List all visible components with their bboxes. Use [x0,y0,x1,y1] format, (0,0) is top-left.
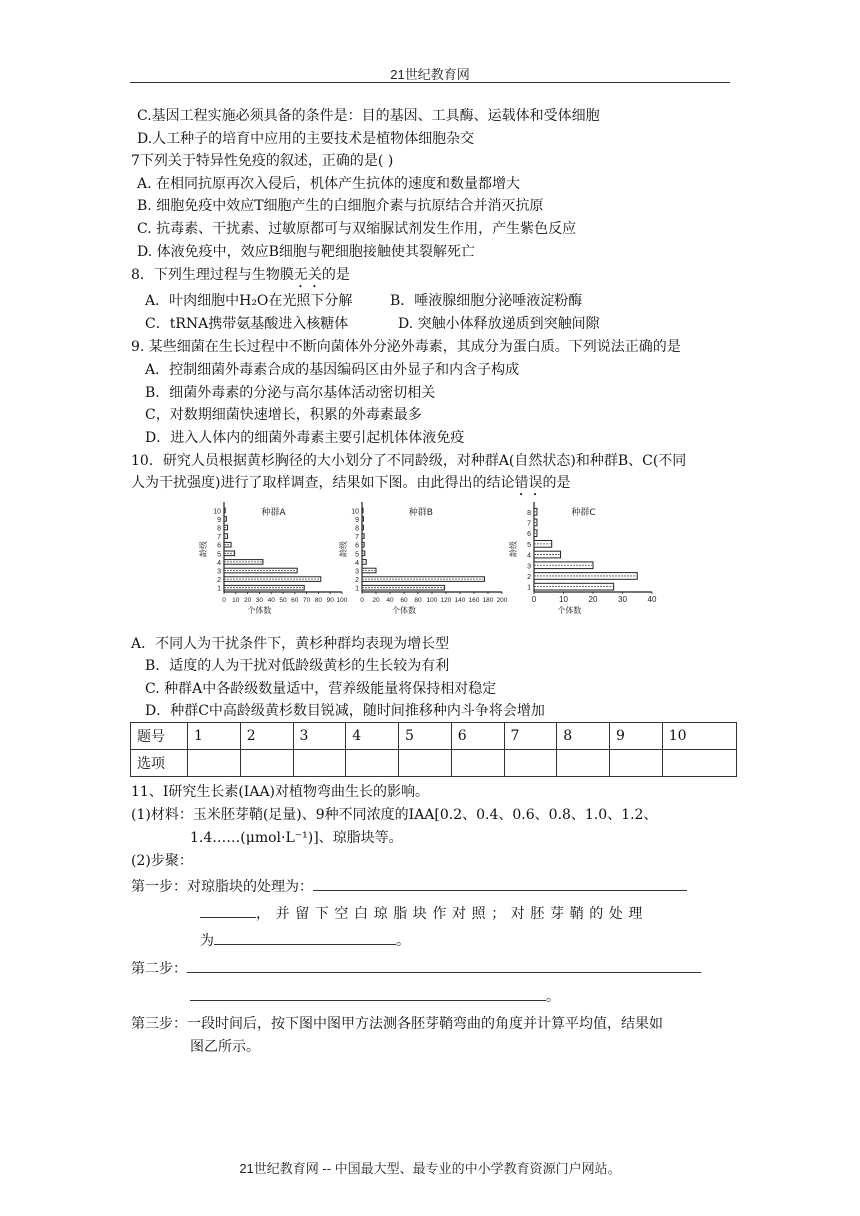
answer-cell[interactable] [610,750,663,777]
x-tick-label: 40 [647,595,657,604]
answer-cell[interactable] [399,750,452,777]
bar [534,562,593,569]
category-tick-label: 5 [217,551,221,559]
step2-period: 。 [546,989,560,1005]
x-tick-label: 160 [468,597,480,604]
y-axis-label: 龄级 [199,541,208,557]
q10-option-c: C. 种群A中各龄级数量适中，营养级能量将保持相对稳定 [145,681,497,697]
q7-option-d: D. 体液免疫中，效应B细胞与靶细胞接触使其裂解死亡 [137,244,475,260]
q10-stem-line1: 10．研究人员根据黄杉胸径的大小划分了不同龄级，对种群A(自然状态)和种群B、C(不同 [131,453,687,469]
step2-label: 第二步： [131,961,187,977]
x-tick-label: 80 [414,597,422,604]
q11-steps-heading: (2)步聚： [131,853,193,869]
q6-option-c: C.基因工程实施必须具备的条件是：目的基因、工具酶、运载体和受体细胞 [137,108,600,124]
q7-stem: 7下列关于特异性免疫的叙述，正确的是( ) [131,153,394,169]
q8-emphasis: 无关 [293,267,322,283]
category-tick-label: 10 [213,508,221,516]
category-tick-label: 2 [527,573,531,581]
answer-table-label-number: 题号 [131,723,188,750]
category-tick-label: 6 [217,542,221,550]
q10-option-b: B．适度的人为干扰对低龄级黄杉的生长较为有利 [145,658,450,674]
category-tick-label: 8 [527,509,531,517]
x-tick-label: 10 [559,595,568,604]
answer-table-number: 9 [610,723,663,750]
step3-line: 第三步：一段时间后，按下图中图甲方法测各胚芽鞘弯曲的角度并计算平均值，结果如 [131,1016,663,1032]
x-tick-label: 120 [440,597,452,604]
answer-cell[interactable] [557,750,610,777]
answer-table-number: 7 [504,723,557,750]
q7-option-a: A. 在相同抗原再次入侵后，机体产生抗体的速度和数量都增大 [137,176,521,192]
category-tick-label: 10 [351,508,359,516]
answer-table-number: 5 [399,723,452,750]
chart-a-svg [200,496,350,620]
q8-option-b: B．唾液腺细胞分泌唾液淀粉酶 [390,293,583,309]
category-tick-label: 1 [217,585,221,593]
q11-stem: 11、I研究生长素(IAA)对植物弯曲生长的影响。 [131,784,430,800]
q8-stem-pre: 8．下列生理过程与生物膜 [131,267,294,283]
category-tick-label: 4 [527,552,531,560]
header-rule [130,82,730,83]
chart-c-svg [510,496,670,630]
q6-option-d: D.人工种子的培育中应用的主要技术是植物体细胞杂交 [137,131,475,147]
x-tick-label: 100 [426,597,438,604]
x-tick-label: 10 [232,597,240,604]
x-axis-label: 个体数 [557,606,582,615]
category-tick-label: 6 [355,542,359,550]
answer-table-number: 3 [293,723,346,750]
page-header: 21世纪教育网 [390,67,470,82]
x-tick-label: 40 [267,597,275,604]
x-tick-label: 20 [372,597,380,604]
step1-blank3[interactable] [214,930,396,945]
chart-title: 种群C [571,508,596,518]
q11-materials-cont: 1.4……(μmol·L⁻¹)]、琼脂块等。 [190,830,403,846]
step2-blank2[interactable] [190,986,546,1001]
q8-stem [131,266,350,291]
x-tick-label: 50 [279,597,287,604]
x-tick-label: 20 [243,597,252,604]
q8-option-a: A．叶肉细胞中H₂O在光照下分解 [145,293,353,309]
page-footer: 21世纪教育网 -- 中国最大型、最专业的中小学教育资源门户网站。 [239,1161,621,1176]
category-tick-label: 8 [355,525,359,533]
q10-option-d: D．种群C中高龄级黄杉数目锐减，随时间推移种内斗争将会增加 [145,703,545,719]
category-tick-label: 2 [355,577,359,585]
q10-option-a: A．不同人为干扰条件下，黄杉种群均表现为增长型 [131,636,450,652]
x-tick-label: 80 [314,597,323,604]
x-axis-label: 个体数 [247,606,272,615]
q9-stem: 9. 某些细菌在生长过程中不断向菌体外分泌外毒素，其成分为蛋白质。下列说法正确的是 [131,339,681,355]
x-tick-label: 140 [454,597,466,604]
x-tick-label: 200 [496,597,508,604]
step1-line [131,876,687,896]
category-tick-label: 4 [355,559,359,567]
answer-table-header-row [131,723,737,750]
q9-option-c: C，对数期细菌快速增长，积累的外毒素最多 [145,407,422,423]
category-tick-label: 9 [355,516,359,524]
answer-cell[interactable] [451,750,504,777]
x-tick-label: 0 [360,597,364,604]
q8-option-d: D. 突触小体释放递质到突触间隙 [398,316,600,332]
answer-table-number: 1 [188,723,241,750]
x-tick-label: 90 [326,597,334,604]
x-tick-label: 0 [531,595,537,604]
answer-cell[interactable] [293,750,346,777]
answer-cell[interactable] [240,750,293,777]
x-tick-label: 70 [302,597,311,604]
answer-table-number: 6 [451,723,504,750]
answer-table-number: 10 [662,723,736,750]
step1-text3: 为 [200,933,214,949]
q10-emphasis: 错误 [514,475,543,491]
x-tick-label: 0 [222,597,226,604]
x-tick-label: 30 [618,595,627,604]
q7-option-c: C. 抗毒素、干扰素、过敏原都可与双缩脲试剂发生作用，产生紫色反应 [137,221,577,237]
q10-stem-pre: 人为干扰强度)进行了取样调查，结果如下图。由此得出的结论 [131,475,515,491]
chart-title: 种群B [408,508,433,518]
x-tick-label: 20 [588,595,598,604]
q8-option-c: C．tRNA携带氨基酸进入核糖体 [145,316,349,332]
x-tick-label: 60 [400,597,408,604]
step1-label: 第一步：对琼脂块的处理为： [131,879,313,895]
answer-table [130,722,737,777]
q7-option-b: B. 细胞免疫中效应T细胞产生的白细胞介素与抗原结合并消灭抗原 [137,198,544,214]
q9-option-a: A．控制细菌外毒素合成的基因编码区由外显子和内含子构成 [145,362,520,378]
category-tick-label: 3 [355,568,359,576]
chart-b-svg [340,496,510,620]
category-tick-label: 7 [217,534,221,542]
category-tick-label: 1 [355,585,359,593]
step1-blank[interactable] [313,876,687,891]
q11-materials: (1)材料：玉米胚芽鞘(足量)、9种不同浓度的IAA[0.2、0.4、0.6、0.8、1.0、1.2、 [131,807,658,823]
category-tick-label: 8 [217,525,221,533]
y-axis-label: 龄级 [339,541,348,557]
step1-text2: ，并留下空白琼脂块作对照；对胚芽鞘的处理 [256,906,648,922]
answer-cell[interactable] [504,750,557,777]
answer-table-number: 8 [557,723,610,750]
category-tick-label: 9 [217,516,221,524]
x-tick-label: 180 [482,597,494,604]
step1-blank2[interactable] [200,903,256,918]
answer-table-label-option: 选项 [131,750,188,777]
category-tick-label: 6 [527,531,531,539]
category-tick-label: 3 [217,568,221,576]
category-tick-label: 7 [527,520,531,528]
step2-line2 [190,986,560,1006]
step3-line2: 图乙所示。 [190,1039,260,1055]
answer-cell[interactable] [346,750,399,777]
chart-population-c [510,496,670,630]
answer-cell[interactable] [662,750,736,777]
chart-population-a [200,496,350,620]
q9-option-b: B．细菌外毒素的分泌与高尔基体活动密切相关 [145,385,436,401]
x-axis-label: 个体数 [392,606,416,615]
y-axis-label: 龄级 [509,541,518,557]
answer-table-number: 2 [240,723,293,750]
chart-title: 种群A [261,508,286,518]
x-tick-label: 40 [386,597,394,604]
chart-population-b [340,496,510,620]
answer-table-answer-row [131,750,737,777]
q9-option-d: D．进入人体内的细菌外毒素主要引起机体体液免疫 [145,430,465,446]
step1-line2 [200,903,648,923]
step1-period: 。 [396,933,410,949]
answer-table-number: 4 [346,723,399,750]
category-tick-label: 3 [527,563,531,571]
x-tick-label: 100 [336,597,348,604]
step2-blank[interactable] [187,958,701,973]
x-tick-label: 60 [291,597,299,604]
category-tick-label: 4 [217,559,221,567]
category-tick-label: 1 [527,584,531,592]
category-tick-label: 5 [355,551,359,559]
q10-stem-post: 的是 [542,475,571,491]
step2-line [131,958,701,978]
x-tick-label: 30 [255,597,264,604]
step1-line3 [200,930,410,950]
category-tick-label: 7 [355,534,359,542]
q8-stem-post: 的是 [321,267,350,283]
category-tick-label: 2 [217,577,221,585]
category-tick-label: 5 [527,541,531,549]
answer-cell[interactable] [188,750,241,777]
